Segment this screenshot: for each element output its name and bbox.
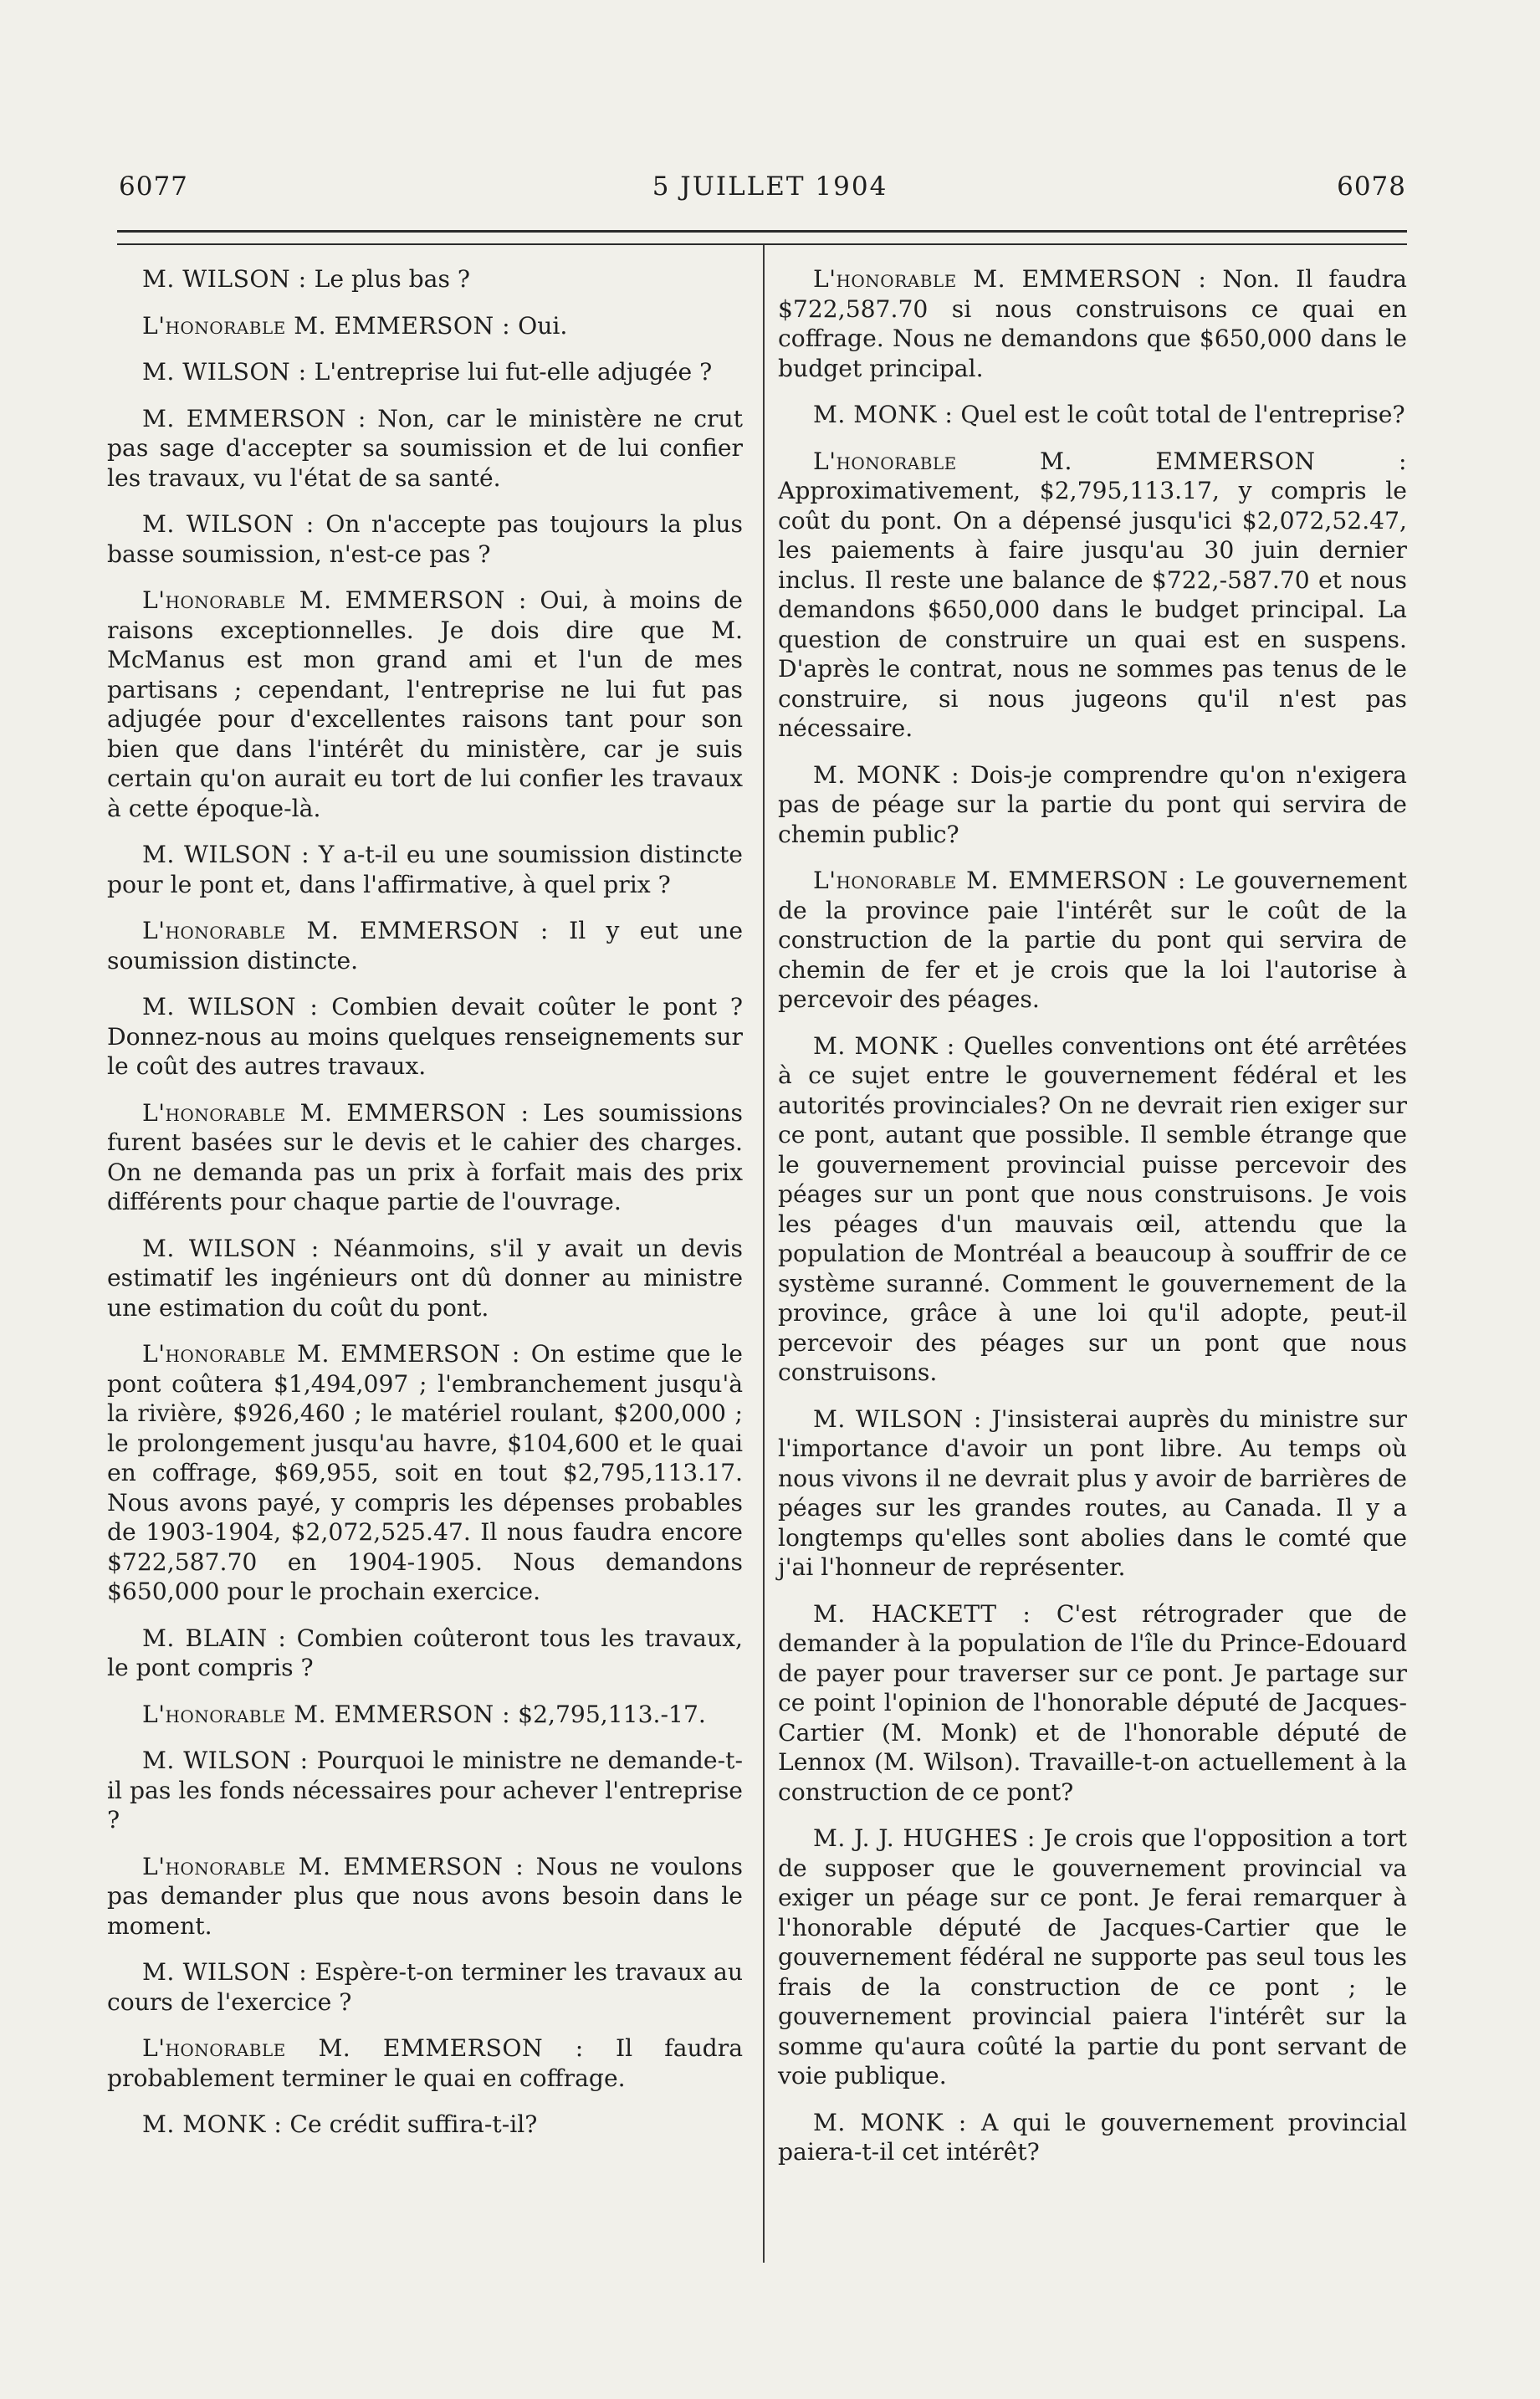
speech-text: Le plus bas ? xyxy=(314,265,471,293)
speaker-name: L'honorable M. EMMERSON : xyxy=(142,1340,520,1368)
debate-paragraph xyxy=(778,760,1407,850)
debate-paragraph xyxy=(778,866,1407,1015)
speaker-name: L'honorable M. EMMERSON : xyxy=(142,1852,524,1880)
speaker-name: M. EMMERSON : xyxy=(142,404,366,432)
debate-paragraph xyxy=(107,916,743,975)
speaker-name: M. WILSON : xyxy=(142,358,307,386)
debate-paragraph xyxy=(107,1746,743,1835)
debate-paragraph xyxy=(107,1624,743,1683)
speech-text: Il faudra probablement terminer le quai en coffrage. xyxy=(107,2034,743,2092)
speech-text: Nous ne voulons pas demander plus que nous avons besoin dans le moment. xyxy=(107,1852,743,1940)
speaker-name: L'honorable M. EMMERSON : xyxy=(142,1098,530,1127)
speech-text: On estime que le pont coûtera $1,494,097 ; l'embranchement jusqu'à la rivière, $926,460 ; le matériel roulant, $200,000 ; le prolongement jusqu'au havre, $104,600 et le quai en coffrage, $69,955, soit en tout $2,795,113.17. Nous avons payé, y compris les dépenses probables de 1903-1904, $2,072,525.47. Il nous faudra encore $722,587.70 en 1904-1905. Nous demandons $650,000 pour le prochain exercice. xyxy=(107,1340,743,1605)
speaker-name: M. J. J. HUGHES : xyxy=(813,1824,1036,1852)
speaker-name: L'honorable M. EMMERSON : xyxy=(142,586,527,614)
speech-text: Approximativement, $2,795,113.17, y compris le coût du pont. On a dépensé jusqu'ici $2,072,52.47, les paiements à faire jusqu'au 30 juin dernier inclus. Il reste une balance de $722,-587.70 et nous demandons $650,000 dans le budget principal. La question de construire un quai est en suspens. D'après le contrat, nous ne sommes pas tenus de le construire, si nous jugeons qu'il n'est pas nécessaire. xyxy=(778,477,1407,742)
debate-paragraph xyxy=(778,2108,1407,2167)
speaker-name: L'honorable M. EMMERSON : xyxy=(142,2034,584,2062)
speaker-name: M. MONK : xyxy=(813,1031,955,1060)
page-number-right: 6078 xyxy=(1337,171,1406,202)
speech-text: Quel est le coût total de l'entreprise? xyxy=(960,401,1405,428)
speech-text: Y a-t-il eu une soumission distincte pour le pont et, dans l'affirmative, à quel prix ? xyxy=(107,841,743,898)
speech-text: A qui le gouvernement provincial paiera-t-il cet intérêt? xyxy=(778,2108,1407,2166)
page-number-left: 6077 xyxy=(119,171,188,202)
debate-paragraph xyxy=(778,1599,1407,1808)
speaker-name: M. WILSON : xyxy=(142,1958,308,1986)
header-rule-top xyxy=(117,230,1407,233)
speech-text: L'entreprise lui fut-elle adjugée ? xyxy=(314,358,713,386)
debate-paragraph xyxy=(107,264,743,294)
speech-text: Pourquoi le ministre ne demande-t-il pas les fonds nécessaires pour achever l'entreprise ? xyxy=(107,1747,743,1834)
page-date-header: 5 JUILLET 1904 xyxy=(652,171,888,202)
debate-paragraph xyxy=(107,1700,743,1730)
debate-paragraph xyxy=(107,840,743,899)
column-divider xyxy=(763,245,765,2263)
right-column xyxy=(778,264,1407,2184)
speaker-name: M. WILSON : xyxy=(142,841,310,868)
debate-paragraph xyxy=(107,1098,743,1217)
debate-paragraph xyxy=(778,1031,1407,1388)
speaker-name: L'honorable M. EMMERSON : xyxy=(813,867,1186,894)
debate-paragraph xyxy=(107,1957,743,2017)
speech-text: Quelles conventions ont été arrêtées à ce sujet entre le gouvernement fédéral et les autorités provinciales? On ne devrait rien exiger sur ce pont, autant que possible. Il semble étrange que le gouvernement provincial puisse percevoir des péages sur un pont que nous construisons. Je vois les péages d'un mauvais œil, attendu que la population de Montréal a beaucoup à souffrir de ce système suranné. Comment le gouvernement de la province, grâce à une loi qu'il adopte, peut-il percevoir des péages sur un pont que nous construisons. xyxy=(778,1031,1408,1386)
debate-paragraph xyxy=(107,404,743,494)
debate-paragraph xyxy=(107,586,743,823)
speaker-name: M. WILSON : xyxy=(142,1747,309,1774)
left-column xyxy=(107,264,743,2156)
speaker-name: L'honorable M. EMMERSON : xyxy=(142,311,511,340)
debate-paragraph xyxy=(107,2110,743,2140)
debate-paragraph xyxy=(107,1339,743,1607)
header-rule-bottom xyxy=(117,243,1407,245)
speaker-name: M. HACKETT : xyxy=(813,1599,1031,1628)
speaker-name: M. WILSON : xyxy=(142,510,315,538)
speaker-name: M. BLAIN : xyxy=(142,1624,287,1652)
speech-text: $2,795,113.-17. xyxy=(518,1700,706,1728)
speaker-name: L'honorable M. EMMERSON : xyxy=(142,1700,511,1728)
speech-text: Le gouvernement de la province paie l'intérêt sur le coût de la construction de la partie du pont qui servira de chemin de fer et je crois que la loi l'autorise à percevoir des péages. xyxy=(778,867,1407,1013)
speaker-name: M. MONK : xyxy=(142,2110,283,2138)
speech-text: Il y eut une soumission distincte. xyxy=(107,917,743,974)
speech-text: On n'accepte pas toujours la plus basse soumission, n'est-ce pas ? xyxy=(107,510,743,568)
speech-text: J'insisterai auprès du ministre sur l'importance d'avoir un pont libre. Au temps où nous vivons il ne devrait plus y avoir de barrières de péages sur les grandes routes, au Canada. Il y a longtemps qu'elles sont abolies dans le comté que j'ai l'honneur de représenter. xyxy=(778,1404,1407,1581)
speech-text: Espère-t-on terminer les travaux au cours de l'exercice ? xyxy=(107,1958,744,2016)
speaker-name: M. WILSON : xyxy=(813,1404,982,1433)
debate-paragraph xyxy=(107,311,743,341)
debate-paragraph xyxy=(778,264,1407,383)
speech-text: Je crois que l'opposition a tort de supposer que le gouvernement provincial va exiger un péage sur ce pont. Je ferai remarquer à l'honorable député de Jacques-Cartier que le gouvernement fédéral ne supporte pas seul tous les frais de la construction de ce pont ; le gouvernement provincial paiera l'intérêt sur la somme qu'aura coûté la partie du pont servant de voie publique. xyxy=(778,1824,1408,2090)
debate-paragraph xyxy=(107,509,743,569)
speaker-name: M. WILSON : xyxy=(142,1234,320,1262)
speaker-name: M. WILSON : xyxy=(142,265,307,293)
speech-text: Dois-je comprendre qu'on n'exigera pas de péage sur la partie du pont qui servira de chemin public? xyxy=(778,760,1407,848)
debate-paragraph xyxy=(107,1234,743,1323)
debate-paragraph xyxy=(778,1404,1407,1583)
debate-paragraph xyxy=(107,1852,743,1941)
speech-text: Oui, à moins de raisons exceptionnelles. Je dois dire que M. McManus est mon grand ami et l'un de mes partisans ; cependant, l'entreprise ne lui fut pas adjugée pour d'excellentes raisons tant pour son bien que dans l'intérêt du ministère, car je suis certain qu'on aurait eu tort de lui confier les travaux à cette époque-là. xyxy=(107,586,743,822)
speech-text: C'est rétrograder que de demander à la population de l'île du Prince-Edouard de payer pour traverser sur ce pont. Je partage sur ce point l'opinion de l'honorable député de Jacques-Cartier (M. Monk) et de l'honorable député de Lennox (M. Wilson). Travaille-t-on actuellement à la construction de ce pont? xyxy=(778,1599,1407,1806)
speech-text: Néanmoins, s'il y avait un devis estimatif les ingénieurs ont dû donner au ministre une estimation du coût du pont. xyxy=(107,1234,743,1322)
debate-paragraph xyxy=(107,992,743,1082)
speech-text: Combien devait coûter le pont ? Donnez-nous au moins quelques renseignements sur le coût des autres travaux. xyxy=(107,993,743,1080)
debate-paragraph xyxy=(778,1824,1407,2091)
debate-paragraph xyxy=(778,447,1407,744)
speaker-name: M. WILSON : xyxy=(142,993,319,1020)
speaker-name: L'honorable M. EMMERSON : xyxy=(142,917,549,944)
speaker-name: M. MONK : xyxy=(813,2108,967,2136)
speech-text: Les soumissions furent basées sur le devis et le cahier des charges. On ne demanda pas un prix à forfait mais des prix différents pour chaque partie de l'ouvrage. xyxy=(107,1098,743,1215)
speaker-name: M. MONK : xyxy=(813,401,954,428)
speech-text: Combien coûteront tous les travaux, le pont compris ? xyxy=(107,1624,743,1681)
debate-paragraph xyxy=(778,400,1407,430)
speaker-name: L'honorable M. EMMERSON : xyxy=(813,265,1207,293)
speech-text: Non. Il faudra $722,587.70 si nous construisons ce quai en coffrage. Nous ne demandons que $650,000 dans le budget principal. xyxy=(778,265,1407,382)
speech-text: Non, car le ministère ne crut pas sage d'accepter sa soumission et de lui confier les travaux, vu l'état de sa santé. xyxy=(107,404,743,492)
debate-paragraph xyxy=(107,357,743,387)
speaker-name: M. MONK : xyxy=(813,760,960,789)
speech-text: Ce crédit suffira-t-il? xyxy=(289,2110,538,2138)
speaker-name: L'honorable M. EMMERSON : xyxy=(813,447,1407,475)
debate-paragraph xyxy=(107,2033,743,2093)
speech-text: Oui. xyxy=(518,311,568,340)
